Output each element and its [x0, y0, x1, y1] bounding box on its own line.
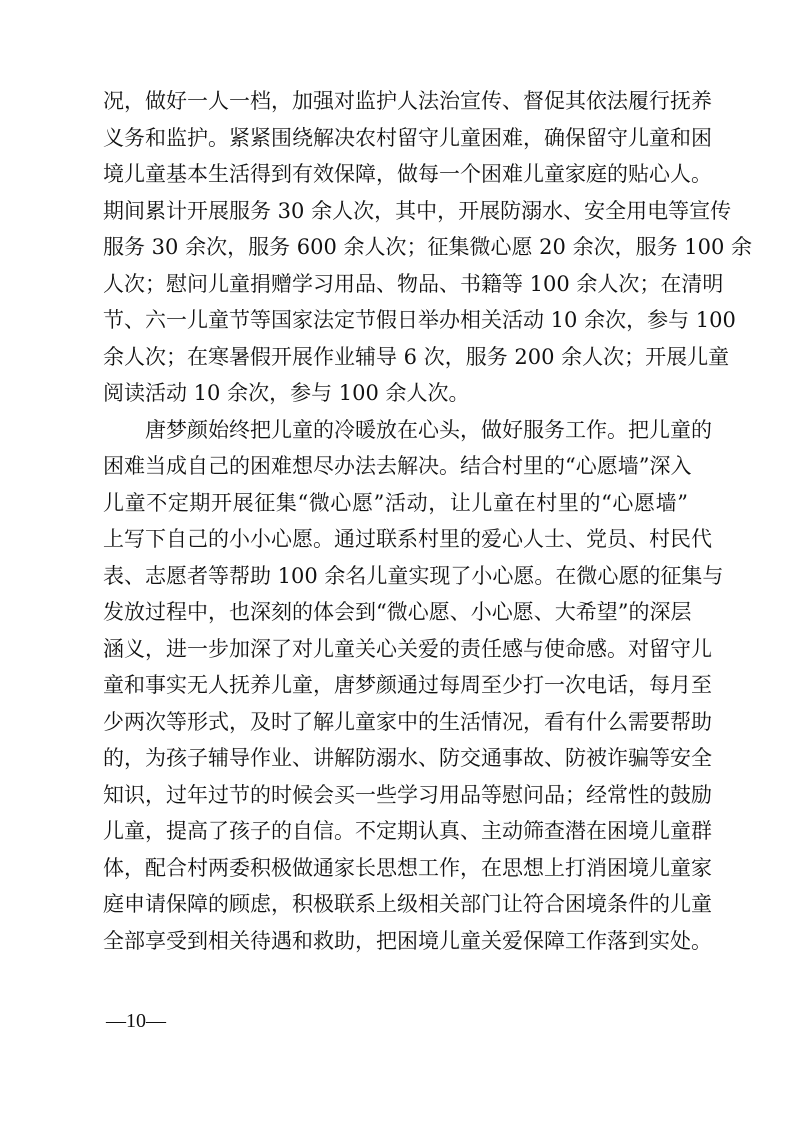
paragraph-2: [103, 412, 724, 960]
paragraph-1: [103, 83, 753, 412]
text-line: 阅读活动 10 余次，参与 100 余人次。: [103, 381, 470, 405]
text-line: 服务 30 余次，服务 600 余人次；征集微心愿 20 余次，服务 100 余: [103, 235, 753, 259]
text-line: 涵义，进一步加深了对儿童关心关爱的责任感与使命感。对留守儿: [103, 636, 712, 661]
text-line: 全部享受到相关待遇和救助，把困境儿童关爱保障工作落到实处。: [103, 928, 712, 953]
text-line: 儿童，提高了孩子的自信。不定期认真、主动筛查潜在困境儿童群: [103, 819, 712, 843]
text-line: 知识，过年过节的时候会买一些学习用品等慰问品；经常性的鼓励: [103, 782, 712, 807]
text-line: 儿童不定期开展征集“微心愿”活动，让儿童在村里的“心愿墙”: [103, 490, 688, 515]
text-line: 余人次；在寒暑假开展作业辅导 6 次，服务 200 余人次；开展儿童: [103, 344, 730, 369]
text-line: 期间累计开展服务 30 余人次，其中，开展防溺水、安全用电等宣传: [103, 198, 732, 223]
text-line: 的，为孩子辅导作业、讲解防溺水、防交通事故、防被诈骗等安全: [103, 746, 712, 770]
text-line: 义务和监护。紧紧围绕解决农村留守儿童困难，确保留守儿童和困: [103, 125, 712, 150]
text-line: 上写下自己的小小心愿。通过联系村里的爱心人士、党员、村民代: [103, 527, 712, 551]
text-line: 唐梦颜始终把儿童的冷暖放在心头，做好服务工作。把儿童的: [103, 417, 712, 442]
text-line: 少两次等形式，及时了解儿童家中的生活情况，看有什么需要帮助: [103, 709, 712, 734]
text-line: 境儿童基本生活得到有效保障，做每一个困难儿童家庭的贴心人。: [103, 162, 712, 186]
text-line: 体，配合村两委积极做通家长思想工作，在思想上打消困境儿童家: [103, 855, 712, 880]
page-number: —10—: [106, 1010, 166, 1032]
text-line: 童和事实无人抚养儿童，唐梦颜通过每周至少打一次电话，每月至: [103, 673, 712, 697]
text-line: 庭申请保障的顾虑，积极联系上级相关部门让符合困境条件的儿童: [103, 892, 712, 916]
body-text: [103, 83, 753, 959]
text-line: 发放过程中，也深刻的体会到“微心愿、小心愿、大希望”的深层: [103, 600, 692, 624]
text-line: 况，做好一人一档，加强对监护人法治宣传、督促其依法履行抚养: [103, 89, 712, 113]
text-line: 人次；慰问儿童捐赠学习用品、物品、书籍等 100 余人次；在清明: [103, 271, 724, 296]
text-line: 表、志愿者等帮助 100 余名儿童实现了小心愿。在微心愿的征集与: [103, 563, 724, 588]
text-line: 困难当成自己的困难想尽办法去解决。结合村里的“心愿墙”深入: [103, 454, 692, 478]
text-line: 节、六一儿童节等国家法定节假日举办相关活动 10 余次，参与 100: [103, 308, 736, 332]
